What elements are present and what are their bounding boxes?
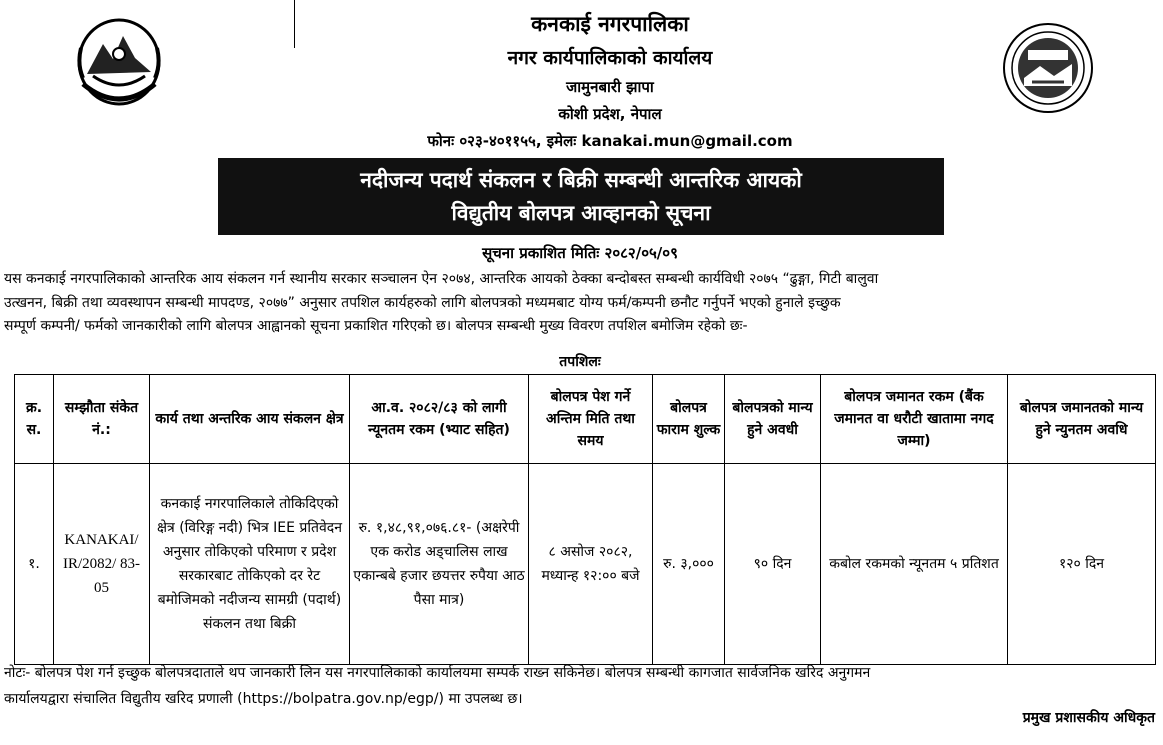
header-security-validity: बोलपत्र जमानतको मान्य हुने न्युनतम अवधि — [1008, 375, 1156, 464]
header-minimum-amount: आ.व. २०८२/८३ को लागी न्यूनतम रकम (भ्याट सहित) — [350, 375, 529, 464]
intro-line: यस कनकाई नगरपालिकाको आन्तरिक आय संकलन गर्न स्थानीय सरकार सञ्चालन ऐन २०७४, आन्तरिक आयको ठेक्का बन्दोबस्त सम्बन्धी कार्यविधी २०७५ “ढुङ्गा, गिटी बालुवा — [4, 271, 879, 287]
notice-title-line-2: विद्युतीय बोलपत्र आव्हानको सूचना — [451, 201, 711, 225]
note-line: कार्यालयद्वारा संचालित विद्युतीय खरिद प्रणाली (https://bolpatra.gov.np/egp/) मा उपलब्ध छ। — [4, 691, 523, 707]
office-name: नगर कार्यपालिकाको कार्यालय — [507, 47, 713, 69]
contact-info: फोनः ०२३-४०११५५, इमेलः kanakai.mun@gmail.com — [427, 132, 793, 150]
office-province: कोशी प्रदेश, नेपाल — [558, 105, 662, 123]
table-row — [15, 464, 1156, 665]
office-location: जामुनबारी झापा — [566, 78, 654, 96]
cell-security-validity: १२० दिन — [1008, 464, 1156, 665]
cell-deadline: ८ असोज २०८२, मध्यान्ह १२:०० बजे — [529, 464, 653, 665]
header-work-area: कार्य तथा अन्तरिक आय संकलन क्षेत्र — [150, 375, 350, 464]
header-serial: क्र. स. — [15, 375, 54, 464]
notice-title-line-1: नदीजन्य पदार्थ संकलन र बिक्री सम्बन्धी आन्तरिक आयको — [360, 168, 802, 192]
tender-details-table — [14, 374, 1156, 665]
divider-line — [294, 0, 295, 48]
municipality-name: कनकाई नगरपालिका — [531, 12, 689, 36]
intro-paragraph — [4, 268, 1156, 339]
cell-contract-ref: KANAKAI/ IR/2082/ 83-05 — [54, 464, 150, 665]
cell-work-area: कनकाई नगरपालिकाले तोकिदिएको क्षेत्र (विरिङ्ग नदी) भित्र IEE प्रतिवेदन अनुसार तोकिएको परिमाण र प्रदेश सरकारबाट तोकिएको दर रेट बमोजिमको नदीजन्य सामग्री (पदार्थ) संकलन तथा बिक्री — [150, 464, 350, 665]
header-bid-security: बोलपत्र जमानत रकम (बैंक जमानत वा धरौटी खातामा नगद जम्मा) — [821, 375, 1008, 464]
kanakai-municipality-seal — [1002, 22, 1094, 114]
table-title: तपशिलः — [559, 354, 601, 370]
cell-serial: १. — [15, 464, 54, 665]
cell-form-fee: रु. ३,००० — [653, 464, 725, 665]
cell-bid-validity: ९० दिन — [725, 464, 821, 665]
intro-line: उत्खनन, बिक्री तथा व्यवस्थापन सम्बन्धी मापदण्ड, २०७७” अनुसार तपशिल कार्यहरुको लागि बोलपत्रको मध्यमबाट योग्य फर्म/कम्पनी छनौट गर्नुपर्ने भएको हुनाले इच्छुक — [4, 294, 841, 311]
note-line: नोटः- बोलपत्र पेश गर्न इच्छुक बोलपत्रदाताले थप जानकारी लिन यस नगरपालिकाको कार्यालयमा सम्पर्क राख्न सकिनेछ। बोलपत्र सम्बन्धी कागजात सार्वजनिक खरिद अनुगमन — [4, 665, 871, 681]
signatory-title: प्रमुख प्रशासकीय अधिकृत — [1022, 710, 1155, 726]
intro-line: सम्पूर्ण कम्पनी/ फर्मको जानकारीको लागि बोलपत्र आह्वानको सूचना प्रकाशित गरिएको छ। बोलपत्र सम्बन्धी मुख्य विवरण तपशिल बमोजिम रहेको छः- — [4, 318, 748, 334]
table-header-row — [15, 375, 1156, 464]
cell-minimum-amount: रु. १,४८,९१,०७६.८१- (अक्षरेपी एक करोड अड्चालिस लाख एकान्बबे हजार छयत्तर रुपैया आठ पैसा मात्र) — [350, 464, 529, 665]
nepal-emblem-logo — [73, 14, 165, 110]
header-deadline: बोलपत्र पेश गर्ने अन्तिम मिति तथा समय — [529, 375, 653, 464]
publication-date: सूचना प्रकाशित मितिः २०८२/०५/०९ — [482, 244, 678, 262]
cell-bid-security: कबोल रकमको न्यूनतम ५ प्रतिशत — [821, 464, 1008, 665]
header-bid-validity: बोलपत्रको मान्य हुने अवधी — [725, 375, 821, 464]
note-paragraph — [4, 660, 1156, 712]
notice-title-banner — [218, 158, 944, 235]
header-contract-ref: सम्झौता संकेत नं.: — [54, 375, 150, 464]
header-form-fee: बोलपत्र फाराम शुल्क — [653, 375, 725, 464]
